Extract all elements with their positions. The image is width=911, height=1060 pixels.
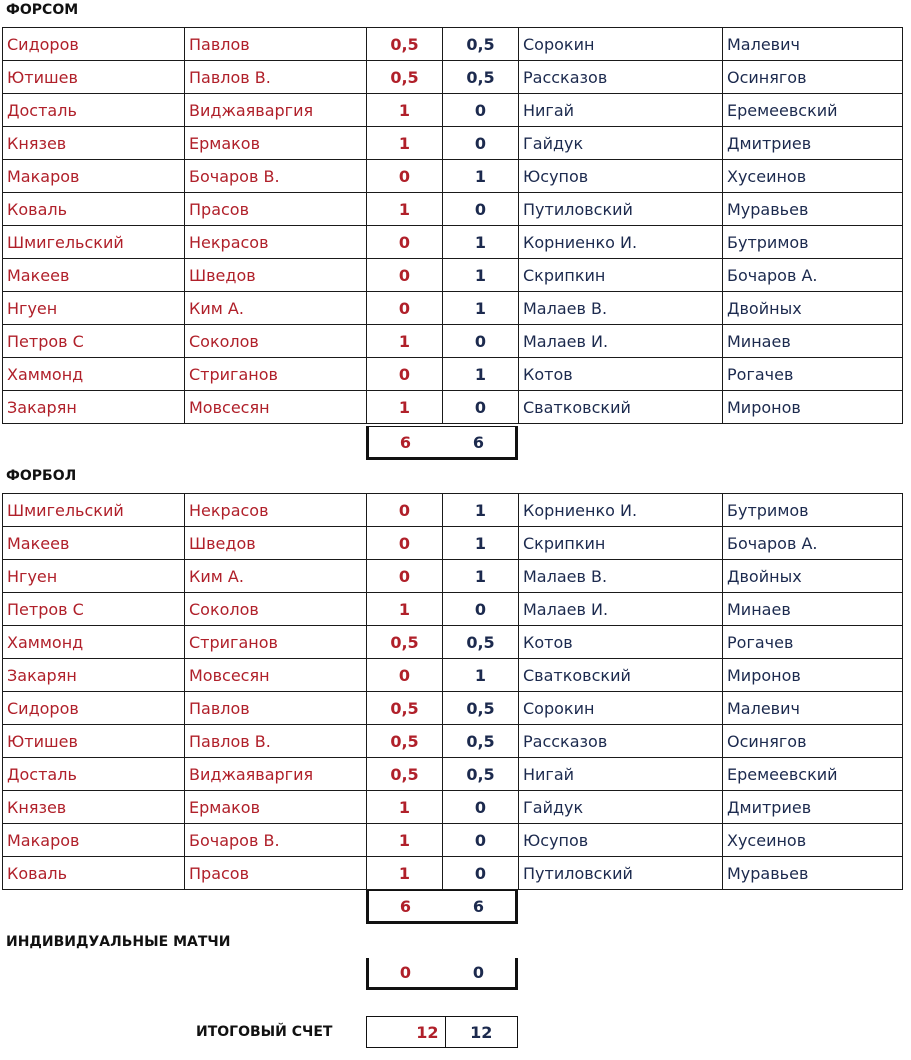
team1-score-cell: 1 bbox=[367, 593, 443, 626]
team2-player1-cell: Скрипкин bbox=[519, 527, 723, 560]
table-row bbox=[3, 527, 903, 560]
individual-title: ИНДИВИДУАЛЬНЫЕ МАТЧИ bbox=[6, 934, 231, 950]
team2-score-cell: 0,5 bbox=[443, 725, 519, 758]
team1-score-cell: 1 bbox=[367, 193, 443, 226]
team1-score-cell: 0 bbox=[367, 494, 443, 527]
team2-player2-cell: Хусеинов bbox=[723, 160, 903, 193]
final-score-red: 12 bbox=[367, 1017, 446, 1047]
team1-player2-cell: Прасов bbox=[185, 193, 367, 226]
team2-player2-cell: Малевич bbox=[723, 692, 903, 725]
team1-score-cell: 0 bbox=[367, 358, 443, 391]
team1-player2-cell: Виджаяваргия bbox=[185, 94, 367, 127]
team2-score-cell: 0 bbox=[443, 193, 519, 226]
team2-score-cell: 1 bbox=[443, 358, 519, 391]
team1-player2-cell: Павлов В. bbox=[185, 61, 367, 94]
team2-score-cell: 1 bbox=[443, 527, 519, 560]
team1-player2-cell: Соколов bbox=[185, 325, 367, 358]
team1-score-cell: 1 bbox=[367, 325, 443, 358]
team2-score-cell: 0 bbox=[443, 824, 519, 857]
team1-player2-cell: Некрасов bbox=[185, 494, 367, 527]
team1-player2-cell: Ким А. bbox=[185, 292, 367, 325]
team2-score-cell: 0 bbox=[443, 391, 519, 424]
team2-player2-cell: Рогачев bbox=[723, 626, 903, 659]
table-row bbox=[3, 791, 903, 824]
team2-score-cell: 0 bbox=[443, 857, 519, 890]
forbol-total bbox=[366, 890, 518, 924]
team1-score-cell: 1 bbox=[367, 391, 443, 424]
team1-player1-cell: Петров С bbox=[3, 593, 185, 626]
team2-player1-cell: Юсупов bbox=[519, 160, 723, 193]
team1-player2-cell: Павлов bbox=[185, 28, 367, 61]
forsom-total-navy: 6 bbox=[472, 432, 485, 452]
team2-score-cell: 1 bbox=[443, 226, 519, 259]
team2-player1-cell: Рассказов bbox=[519, 61, 723, 94]
table-row bbox=[3, 560, 903, 593]
section-title-forbol: ФОРБОЛ bbox=[6, 468, 77, 484]
team1-player2-cell: Павлов bbox=[185, 692, 367, 725]
table-row bbox=[3, 824, 903, 857]
team1-player1-cell: Досталь bbox=[3, 758, 185, 791]
team1-player2-cell: Павлов В. bbox=[185, 725, 367, 758]
table-row bbox=[3, 325, 903, 358]
team2-score-cell: 1 bbox=[443, 259, 519, 292]
team1-player1-cell: Князев bbox=[3, 791, 185, 824]
team1-player1-cell: Ютишев bbox=[3, 61, 185, 94]
team1-score-cell: 0,5 bbox=[367, 758, 443, 791]
team2-score-cell: 0,5 bbox=[443, 758, 519, 791]
team2-player1-cell: Нигай bbox=[519, 758, 723, 791]
team2-player1-cell: Путиловский bbox=[519, 193, 723, 226]
team2-player2-cell: Минаев bbox=[723, 325, 903, 358]
team1-score-cell: 0 bbox=[367, 560, 443, 593]
team2-player1-cell: Сорокин bbox=[519, 28, 723, 61]
team2-score-cell: 1 bbox=[443, 292, 519, 325]
table-row bbox=[3, 626, 903, 659]
team1-player2-cell: Прасов bbox=[185, 857, 367, 890]
table-row bbox=[3, 758, 903, 791]
team2-player1-cell: Сорокин bbox=[519, 692, 723, 725]
team2-score-cell: 1 bbox=[443, 560, 519, 593]
forbol-total-navy: 6 bbox=[472, 896, 485, 916]
team2-player2-cell: Муравьев bbox=[723, 857, 903, 890]
team2-score-cell: 0 bbox=[443, 791, 519, 824]
team1-player1-cell: Сидоров bbox=[3, 692, 185, 725]
team1-player2-cell: Мовсесян bbox=[185, 659, 367, 692]
team1-score-cell: 1 bbox=[367, 857, 443, 890]
team2-player1-cell: Котов bbox=[519, 358, 723, 391]
team2-player1-cell: Путиловский bbox=[519, 857, 723, 890]
final-label: ИТОГОВЫЙ СЧЕТ bbox=[196, 1024, 333, 1040]
table-row bbox=[3, 391, 903, 424]
table-row bbox=[3, 659, 903, 692]
team2-player2-cell: Хусеинов bbox=[723, 824, 903, 857]
team1-player2-cell: Шведов bbox=[185, 259, 367, 292]
table-row bbox=[3, 160, 903, 193]
team1-score-cell: 0 bbox=[367, 160, 443, 193]
table-row bbox=[3, 61, 903, 94]
team1-score-cell: 0,5 bbox=[367, 626, 443, 659]
section-title-forsom: ФОРСОМ bbox=[6, 2, 79, 18]
team2-score-cell: 1 bbox=[443, 494, 519, 527]
team1-player2-cell: Шведов bbox=[185, 527, 367, 560]
final-score-navy: 12 bbox=[470, 1022, 493, 1042]
team1-player1-cell: Нгуен bbox=[3, 560, 185, 593]
team1-player2-cell: Стриганов bbox=[185, 358, 367, 391]
team2-player2-cell: Дмитриев bbox=[723, 791, 903, 824]
team1-score-cell: 0 bbox=[367, 292, 443, 325]
team2-player1-cell: Сватковский bbox=[519, 391, 723, 424]
forbol-total-red: 6 bbox=[399, 896, 412, 916]
team2-score-cell: 0 bbox=[443, 94, 519, 127]
team2-player1-cell: Гайдук bbox=[519, 791, 723, 824]
team2-player2-cell: Минаев bbox=[723, 593, 903, 626]
team2-player1-cell: Нигай bbox=[519, 94, 723, 127]
team2-player2-cell: Муравьев bbox=[723, 193, 903, 226]
team1-score-cell: 0,5 bbox=[367, 28, 443, 61]
team2-player1-cell: Юсупов bbox=[519, 824, 723, 857]
team2-score-cell: 0,5 bbox=[443, 692, 519, 725]
final-score bbox=[366, 1016, 518, 1048]
table-row bbox=[3, 259, 903, 292]
team1-player1-cell: Макеев bbox=[3, 259, 185, 292]
team1-player1-cell: Нгуен bbox=[3, 292, 185, 325]
individual-score-navy: 0 bbox=[472, 963, 485, 982]
table-row bbox=[3, 292, 903, 325]
table-row bbox=[3, 226, 903, 259]
team2-player1-cell: Малаев И. bbox=[519, 325, 723, 358]
team1-score-cell: 0 bbox=[367, 259, 443, 292]
team2-player2-cell: Осинягов bbox=[723, 725, 903, 758]
team2-player1-cell: Малаев В. bbox=[519, 292, 723, 325]
team2-player2-cell: Осинягов bbox=[723, 61, 903, 94]
forbol-table bbox=[2, 493, 903, 890]
team1-player2-cell: Соколов bbox=[185, 593, 367, 626]
team2-player1-cell: Котов bbox=[519, 626, 723, 659]
team1-score-cell: 1 bbox=[367, 824, 443, 857]
team2-score-cell: 1 bbox=[443, 160, 519, 193]
team1-player1-cell: Хаммонд bbox=[3, 358, 185, 391]
table-row bbox=[3, 193, 903, 226]
team2-score-cell: 0,5 bbox=[443, 626, 519, 659]
team1-player1-cell: Закарян bbox=[3, 659, 185, 692]
team1-player1-cell: Коваль bbox=[3, 857, 185, 890]
team1-player2-cell: Бочаров В. bbox=[185, 824, 367, 857]
team1-player2-cell: Некрасов bbox=[185, 226, 367, 259]
table-row bbox=[3, 358, 903, 391]
table-row bbox=[3, 127, 903, 160]
team2-player2-cell: Двойных bbox=[723, 292, 903, 325]
team2-player2-cell: Миронов bbox=[723, 391, 903, 424]
team2-player2-cell: Бочаров А. bbox=[723, 259, 903, 292]
team1-player1-cell: Досталь bbox=[3, 94, 185, 127]
team1-score-cell: 0 bbox=[367, 659, 443, 692]
team2-player2-cell: Еремеевский bbox=[723, 758, 903, 791]
team2-player2-cell: Бутримов bbox=[723, 226, 903, 259]
team1-player1-cell: Шмигельский bbox=[3, 226, 185, 259]
team2-player1-cell: Малаев И. bbox=[519, 593, 723, 626]
team1-player2-cell: Виджаяваргия bbox=[185, 758, 367, 791]
team2-player2-cell: Рогачев bbox=[723, 358, 903, 391]
team2-player2-cell: Еремеевский bbox=[723, 94, 903, 127]
team2-score-cell: 0 bbox=[443, 127, 519, 160]
team1-player2-cell: Ермаков bbox=[185, 127, 367, 160]
team1-player2-cell: Мовсесян bbox=[185, 391, 367, 424]
team1-player2-cell: Ермаков bbox=[185, 791, 367, 824]
team2-player2-cell: Двойных bbox=[723, 560, 903, 593]
table-row bbox=[3, 28, 903, 61]
team2-player1-cell: Малаев В. bbox=[519, 560, 723, 593]
forsom-table bbox=[2, 27, 903, 424]
team2-player1-cell: Сватковский bbox=[519, 659, 723, 692]
team1-score-cell: 0,5 bbox=[367, 61, 443, 94]
team1-player1-cell: Хаммонд bbox=[3, 626, 185, 659]
team1-player1-cell: Сидоров bbox=[3, 28, 185, 61]
forsom-total-red: 6 bbox=[399, 432, 412, 452]
forsom-total bbox=[366, 426, 518, 460]
team1-player2-cell: Стриганов bbox=[185, 626, 367, 659]
team1-player2-cell: Ким А. bbox=[185, 560, 367, 593]
team1-player1-cell: Макаров bbox=[3, 824, 185, 857]
team1-score-cell: 0 bbox=[367, 527, 443, 560]
team1-score-cell: 0 bbox=[367, 226, 443, 259]
table-row bbox=[3, 857, 903, 890]
team1-player1-cell: Коваль bbox=[3, 193, 185, 226]
team2-player2-cell: Дмитриев bbox=[723, 127, 903, 160]
team1-score-cell: 1 bbox=[367, 791, 443, 824]
table-row bbox=[3, 725, 903, 758]
team1-player1-cell: Петров С bbox=[3, 325, 185, 358]
individual-score bbox=[366, 958, 518, 990]
team2-player2-cell: Бочаров А. bbox=[723, 527, 903, 560]
team1-score-cell: 1 bbox=[367, 94, 443, 127]
team2-score-cell: 0 bbox=[443, 593, 519, 626]
team2-player2-cell: Малевич bbox=[723, 28, 903, 61]
team1-score-cell: 0,5 bbox=[367, 725, 443, 758]
team2-player2-cell: Миронов bbox=[723, 659, 903, 692]
team2-player1-cell: Скрипкин bbox=[519, 259, 723, 292]
team2-score-cell: 1 bbox=[443, 659, 519, 692]
team1-player1-cell: Шмигельский bbox=[3, 494, 185, 527]
team1-score-cell: 1 bbox=[367, 127, 443, 160]
team1-player1-cell: Ютишев bbox=[3, 725, 185, 758]
team1-player1-cell: Макеев bbox=[3, 527, 185, 560]
team1-player1-cell: Макаров bbox=[3, 160, 185, 193]
team1-player1-cell: Князев bbox=[3, 127, 185, 160]
team1-score-cell: 0,5 bbox=[367, 692, 443, 725]
team2-player1-cell: Рассказов bbox=[519, 725, 723, 758]
team1-player1-cell: Закарян bbox=[3, 391, 185, 424]
table-row bbox=[3, 94, 903, 127]
team2-score-cell: 0,5 bbox=[443, 28, 519, 61]
team2-score-cell: 0,5 bbox=[443, 61, 519, 94]
team2-score-cell: 0 bbox=[443, 325, 519, 358]
team2-player1-cell: Корниенко И. bbox=[519, 226, 723, 259]
team1-player2-cell: Бочаров В. bbox=[185, 160, 367, 193]
table-row bbox=[3, 692, 903, 725]
team2-player1-cell: Корниенко И. bbox=[519, 494, 723, 527]
table-row bbox=[3, 593, 903, 626]
team2-player1-cell: Гайдук bbox=[519, 127, 723, 160]
table-row bbox=[3, 494, 903, 527]
individual-score-red: 0 bbox=[399, 963, 412, 982]
team2-player2-cell: Бутримов bbox=[723, 494, 903, 527]
